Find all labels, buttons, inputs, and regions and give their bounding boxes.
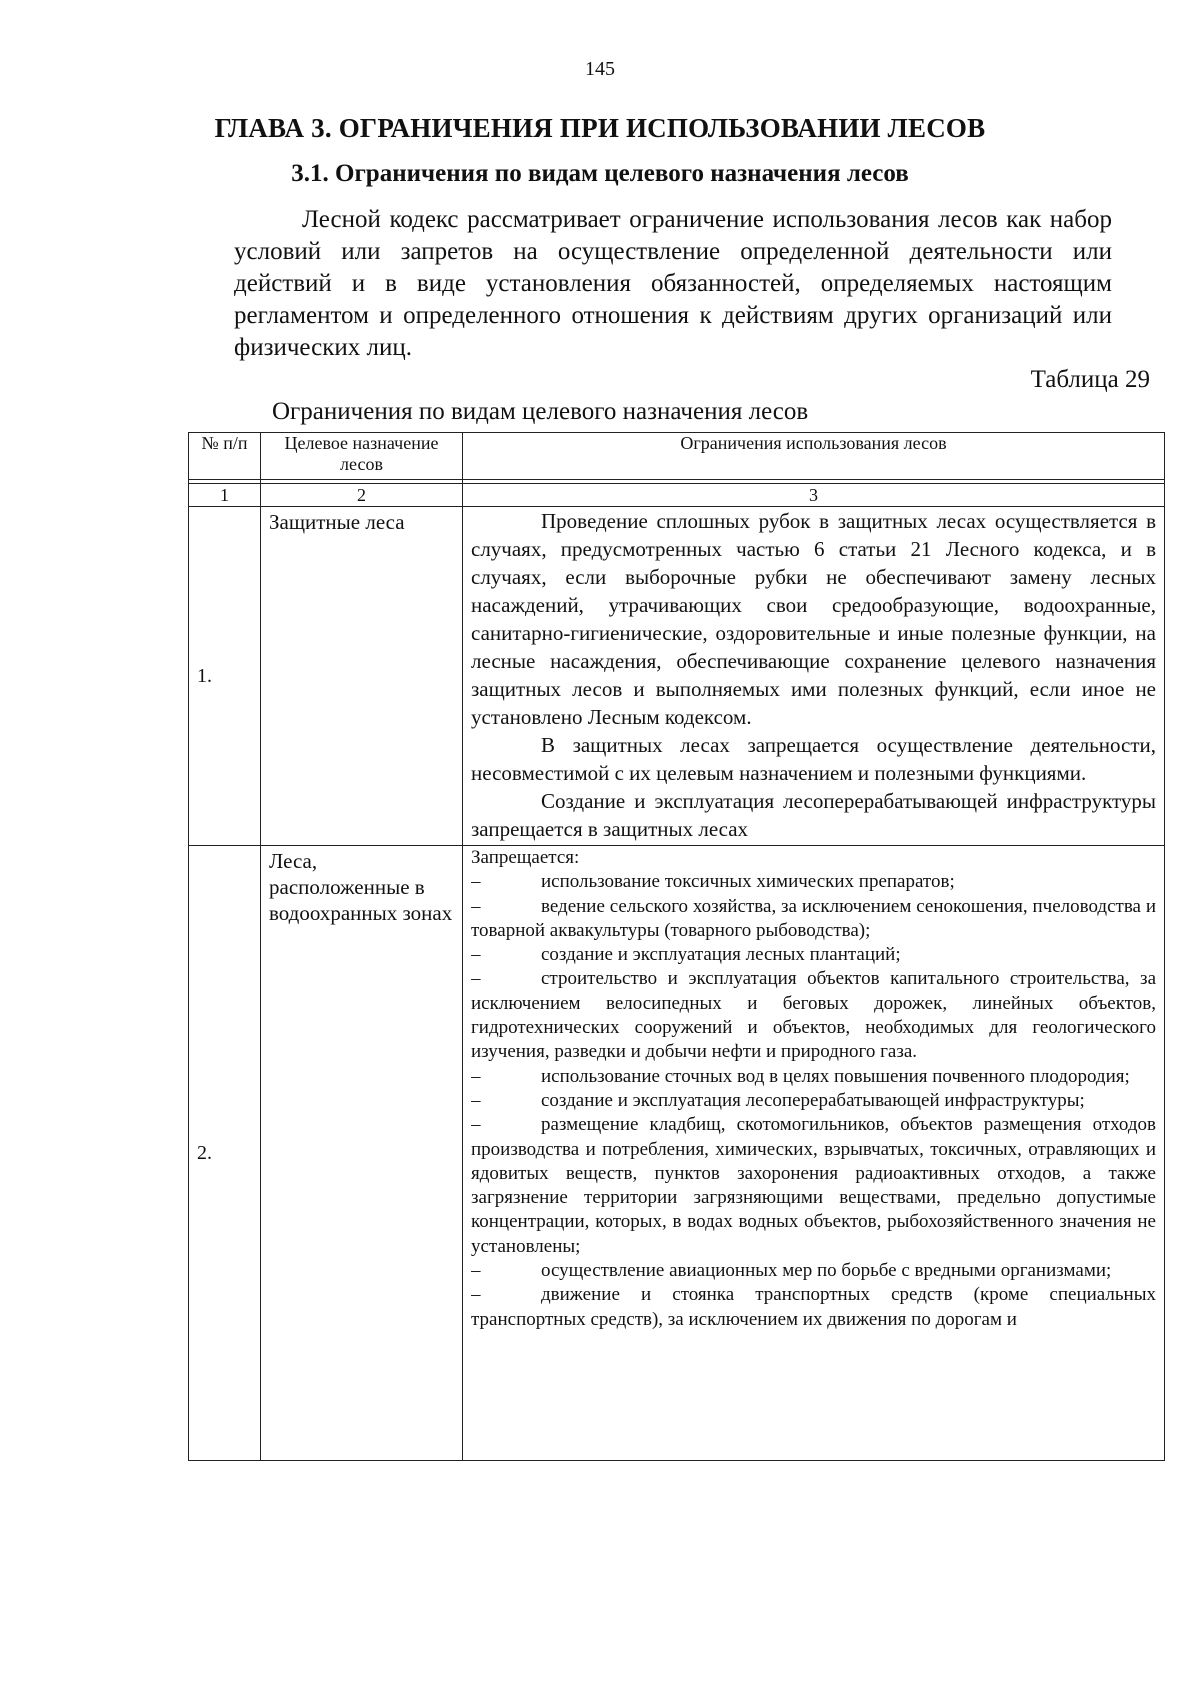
header-number: № п/п	[189, 433, 261, 480]
table-header-row	[189, 433, 1165, 480]
header-restrictions: Ограничения использования лесов	[463, 433, 1165, 480]
restriction-item: размещение кладбищ, скотомогильников, объектов размещения отходов производства и потребления, химических, взрывчатых, токсичных, отравляющих и ядовитых веществ, пунктов захоронения радиоактивных отходов, а также загрязнение территории загрязняющими веществами, предельно допустимые концентрации, которых, в водах водных объектов, рыбохозяйственного значения не установлены;	[471, 1114, 1156, 1257]
dash-marker: –	[471, 871, 481, 893]
dash-marker: –	[471, 968, 481, 990]
restriction-item: использование сточных вод в целях повышения почвенного плодородия;	[541, 1065, 1130, 1087]
restriction-item: ведение сельского хозяйства, за исключением сенокошения, пчеловодства и товарной аквакультуры (товарного рыбоводства);	[471, 895, 1156, 941]
row-number: 1.	[189, 507, 261, 846]
chapter-title: ГЛАВА 3. ОГРАНИЧЕНИЯ ПРИ ИСПОЛЬЗОВАНИИ ЛЕСОВ	[214, 113, 986, 143]
dash-marker: –	[471, 1284, 481, 1306]
row-restrictions	[463, 507, 1165, 846]
dash-marker: –	[471, 895, 481, 917]
dash-marker: –	[471, 944, 481, 966]
intro-paragraph: Лесной кодекс рассматривает ограничение использования лесов как набор условий или запретов на осуществление определенной деятельности или действий и в виде установления обязанностей, определяемых настоящим регламентом и определенного отношения к действиям других организаций или физических лиц.	[234, 206, 1112, 361]
restriction-item: создание и эксплуатация лесоперерабатывающей инфраструктуры;	[541, 1089, 1085, 1111]
table-number: Таблица 29	[1030, 366, 1150, 393]
restriction-item: создание и эксплуатация лесных плантаций;	[541, 944, 901, 966]
table-row	[189, 846, 1165, 1461]
restriction-item: осуществление авиационных мер по борьбе с вредными организмами;	[541, 1260, 1112, 1282]
dash-marker: –	[471, 1260, 481, 1282]
column-number: 1	[189, 484, 261, 507]
restriction-item: использование токсичных химических препаратов;	[541, 871, 955, 893]
restriction-intro: Запрещается:	[471, 847, 580, 868]
restriction-item: строительство и эксплуатация объектов капитального строительства, за исключением велосипедных и беговых дорожек, линейных объектов, гидротехнических сооружений и объектов, необходимых для геологического изучения, разведки и добычи нефти и природного газа.	[471, 968, 1156, 1063]
table-caption: Ограничения по видам целевого назначения лесов	[272, 398, 809, 425]
table-row	[189, 507, 1165, 846]
restriction-paragraph: Создание и эксплуатация лесоперерабатывающей инфраструктуры запрещается в защитных лесах	[471, 789, 1156, 841]
row-purpose: Защитные леса	[261, 507, 463, 846]
dash-marker: –	[471, 1089, 481, 1111]
column-numbers-row	[189, 484, 1165, 507]
restriction-list	[471, 846, 1156, 1460]
column-number: 2	[261, 484, 463, 507]
row-number: 2.	[189, 846, 261, 1461]
row-restrictions	[463, 846, 1165, 1461]
restrictions-table	[188, 432, 1165, 1461]
column-number: 3	[463, 484, 1165, 507]
restriction-paragraph: В защитных лесах запрещается осуществление деятельности, несовместимой с их целевым назначением и полезными функциями.	[471, 733, 1156, 785]
restriction-paragraph: Проведение сплошных рубок в защитных лесах осуществляется в случаях, предусмотренных частью 6 статьи 21 Лесного кодекса, и в случаях, если выборочные рубки не обеспечивают замену лесных насаждений, утрачивающих свои средообразующие, водоохранные, санитарно-гигиенические, оздоровительные и иные полезные функции, на лесные насаждения, обеспечивающие сохранение целевого назначения защитных лесов и выполняемых ими полезных функций, если иное не установлено Лесным кодексом.	[471, 509, 1156, 729]
page-number: 145	[585, 58, 615, 80]
row-purpose: Леса, расположенные в водоохранных зонах	[261, 846, 463, 1461]
restriction-item: движение и стоянка транспортных средств (кроме специальных транспортных средств), за исключением их движения по дорогам и	[471, 1284, 1156, 1330]
header-purpose: Целевое назначение лесов	[261, 433, 463, 480]
dash-marker: –	[471, 1114, 481, 1136]
dash-marker: –	[471, 1065, 481, 1087]
section-title: 3.1. Ограничения по видам целевого назначения лесов	[291, 160, 909, 187]
